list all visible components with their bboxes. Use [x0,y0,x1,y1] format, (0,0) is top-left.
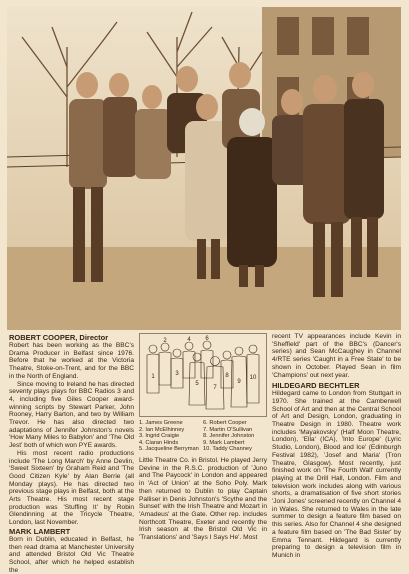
lambert-paragraph-1: Born in Dublin, educated in Belfast, he then read drama at Manchester University and attended Bristol Old Vic Theatre School, after which he helped establish the [9,535,134,574]
cast-key-item: 9. Mark Lambert [203,439,245,446]
cast-key-row [139,446,267,453]
silhouette-number-6: 6 [205,336,209,342]
lambert-paragraph-3: recent TV appearances include Kevin in 'Sheffield' part of the BBC's (Dancer's series) and Sean McCaughey in Channel 4/RTE series 'Caught in a Free State' to be shown in October. Played Sean in film 'Champions' out next year. [272,333,401,379]
lambert-heading: MARK LAMBERT [9,526,71,536]
cooper-heading: ROBERT COOPER, Director [9,333,109,342]
cast-key-item: 6. Robert Cooper [203,420,247,426]
cast-key-item: 2. Ian McElhinney [139,426,185,433]
silhouette-number-3: 3 [175,371,179,377]
cast-key-item: 10. Taddy Channey [203,446,252,453]
bechtler-paragraph-1: Hildegard came to London from Stuttgart in 1970. She trained at the Camberwell School of Art and then at the Central School of Art and Design, London, graduating in Theatre Design in 1980. Theatre work includes 'Mayakovsky' (Half Moon Theatre, London), 'Ella' (ICA), 'Into Europe' (Lyric Studio, London), Blood and Ice' (Edinburgh Festival 1982), 'Josef and Maria' (Tron Theatre, Glasgow). Most recently, just finished work on 'The Fourth Wall' currently playing at the Drill Hall, London. Film and television work includes along with various shorts, a dramatisation of five short stories 'Joni Jones' screened recently on Channel 4 in Wales. She returned to Wales in the late summer to design a feature film based on this series. Also for Channel 4 she designed a feature film based on 'The Bad Sister' by Emma Tennant. Hildegard is currently preparing to design a television film in Munich in [272,390,401,559]
bechtler-heading: HILDEGARD BECHTLER [272,381,360,391]
silhouette-number-7: 7 [213,385,217,391]
silhouette-number-5: 5 [195,381,199,387]
cast-key-row [139,427,267,434]
cast-key-list [139,420,267,453]
cooper-paragraph-3: His most recent radio productions include 'The Long March' by Anne Devlin, 'Sweet Sixteen' by Graham Reid and 'The Good Citizen Kyle' by Alan Berrie (all Monday plays). He has directed two previous stage plays in Belfast, both at the Arts Theatre. His most recent stage production was 'Stuffing It' by Robin Glendinning at the Tricycle Theatre, London, last November. [9,449,134,527]
cast-key-item: 7. Martin O'Sullivan [203,426,253,433]
left-column [9,333,134,574]
cast-key-item: 5. Jacqueline Berryman [139,446,199,453]
cast-photo-image [7,7,401,330]
silhouette-figures [139,333,267,417]
silhouette-number-1: 1 [151,374,155,380]
cast-key-row [139,420,267,427]
silhouette-number-8: 8 [225,373,229,379]
silhouette-number-2: 2 [163,338,167,344]
cast-key-row [139,440,267,447]
cooper-paragraph-2: Since moving to Ireland he has directed seventy plays plays for BBC Radios 3 and 4, including five Giles Cooper award-winning scripts by Stewart Parker, John Rooney, Harry Barton, and two by William Trevor. He has also directed two adaptations of Jennifer Johnston's novels 'How Many Miles to Babylon' and 'The Old Jest' both of which won PYE awards. [9,380,134,450]
cast-key-item: 4. Ciaran Hinds [139,439,179,446]
middle-column [139,457,267,542]
cast-key-item: 8. Jennifer Johnston [203,433,255,440]
cooper-paragraph-1: Robert has been working as the BBC's Drama Producer in Belfast since 1976. Before that he worked at the Victoria Theatre, Stoke-on-Trent, and for the BBC in the North of England. [9,342,134,380]
cast-silhouette-key [139,333,267,417]
cast-key-row [139,433,267,440]
cast-group-photo [7,7,401,330]
cast-key-item: 1. James Greene [139,420,183,426]
silhouette-number-9: 9 [237,379,241,385]
silhouette-number-4: 4 [187,337,191,343]
silhouette-number-10: 10 [249,375,257,381]
right-column [272,333,401,560]
cast-key-item: 3. Ingrid Craigie [139,433,180,440]
lambert-paragraph-2: Little Theatre Co. in Bristol. He played Jerry Devine in the R.S.C. production of 'Juno and The Paycock' in London and appeared in 'Act of Union' at the Soho Poly. Mark then returned to Dublin to play Captain Palliser in Denis Johnston's 'Scythe and the Sunset' with the Irish Theatre and Mozart in 'Amadeus' at the Gate. Other rep. includes Northcott Theatre, Exeter and recently the Irish season at the Bristol Old Vic in 'Translations' and 'Says I Says He'. Most [139,457,267,542]
